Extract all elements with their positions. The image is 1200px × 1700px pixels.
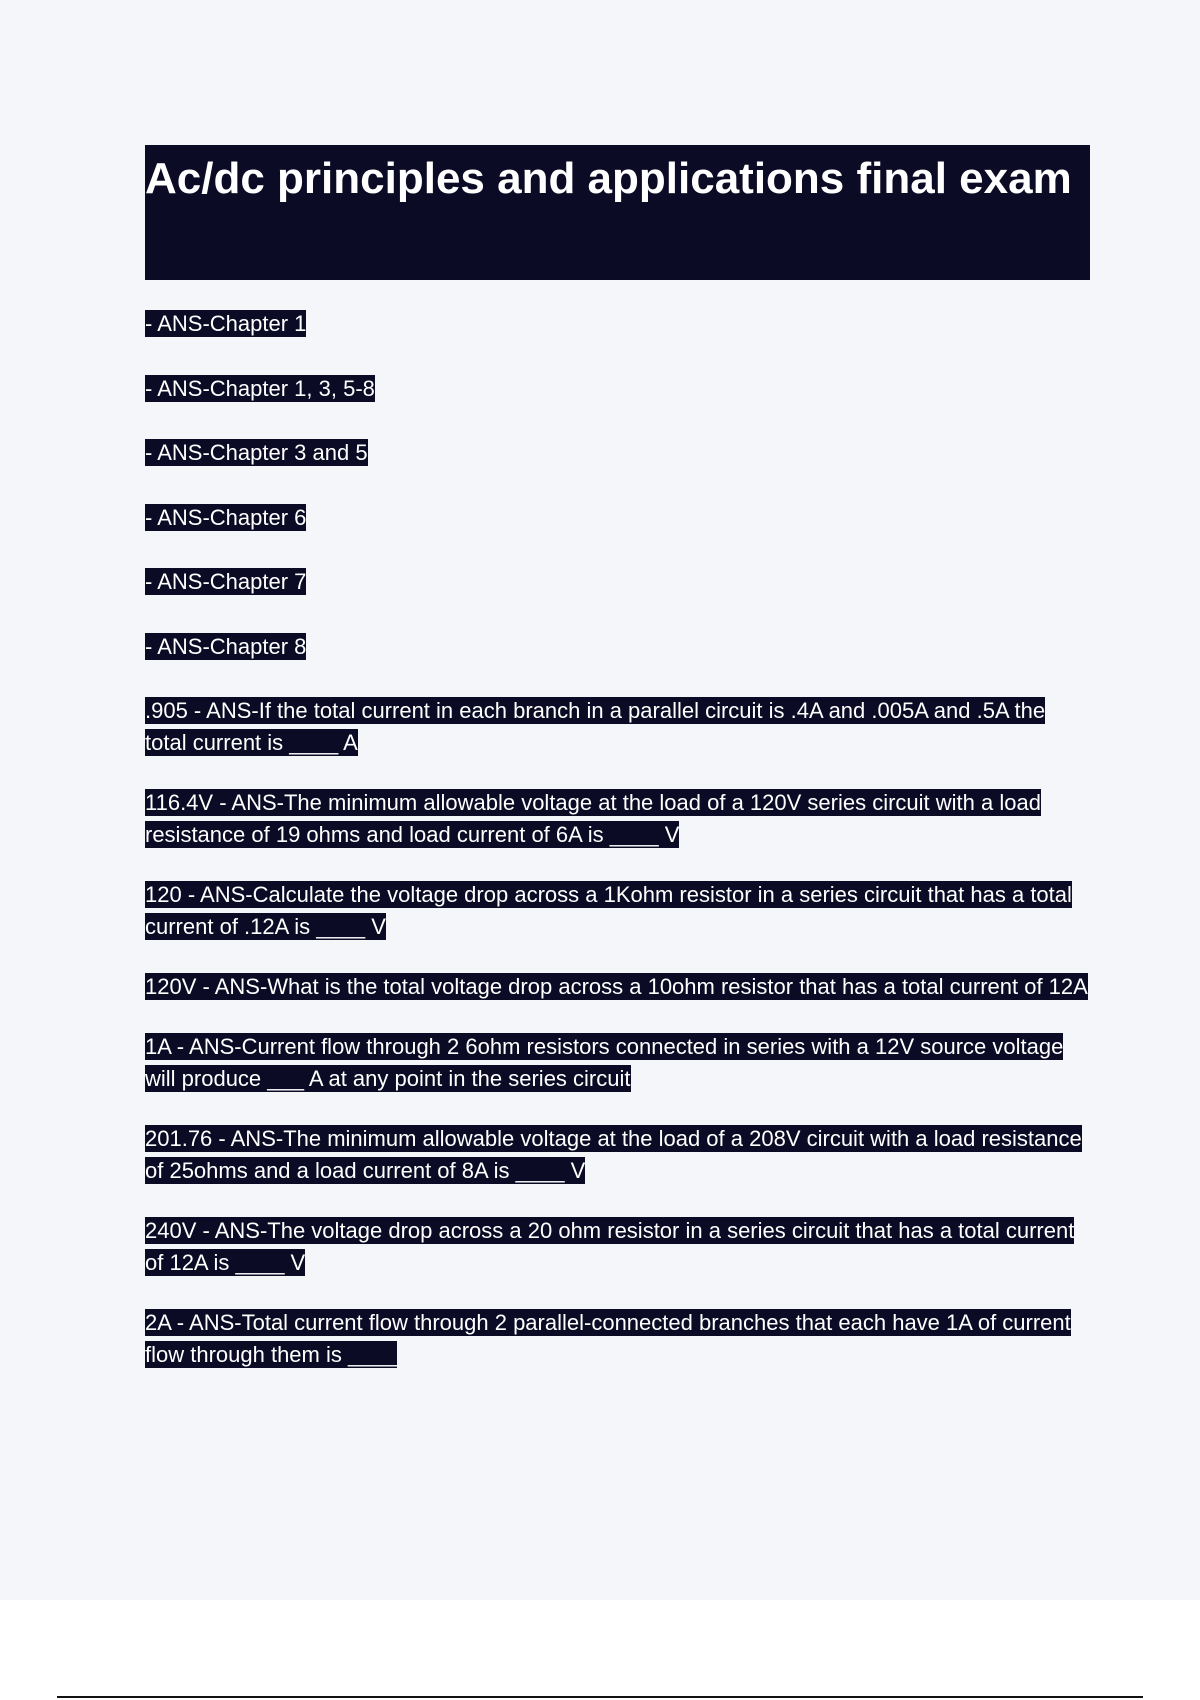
entry-text: - ANS-Chapter 1, 3, 5-8 bbox=[145, 375, 375, 401]
entry-text: - ANS-Chapter 8 bbox=[145, 633, 307, 659]
entry-text: 116.4V - ANS-The minimum allowable voltage at the load of a 120V series circuit with a load resistance of 19 ohms and load current of 6A is ____ V bbox=[145, 790, 1041, 847]
qa-entry bbox=[145, 308, 1090, 340]
document-title: Ac/dc principles and applications final exam bbox=[145, 145, 1090, 280]
entry-text: - ANS-Chapter 7 bbox=[145, 569, 307, 594]
qa-entry bbox=[145, 631, 1090, 663]
qa-entry bbox=[145, 502, 1090, 534]
entry-text: - ANS-Chapter 6 bbox=[145, 504, 307, 530]
entry-text: 120 - ANS-Calculate the voltage drop across a 1Kohm resistor in a series circuit that has a total current of .12A is ____ V bbox=[145, 882, 1072, 939]
entry-text: 240V - ANS-The voltage drop across a 20 ohm resistor in a series circuit that has a total current of 12A is ____ V bbox=[145, 1218, 1075, 1275]
qa-entry bbox=[145, 1031, 1090, 1095]
qa-entry bbox=[145, 1307, 1090, 1371]
qa-entry bbox=[145, 566, 1090, 598]
entry-text: 120V - ANS-What is the total voltage drop across a 10ohm resistor that has a total current of 12A bbox=[145, 974, 1088, 999]
entry-text: 1A - ANS-Current flow through 2 6ohm resistors connected in series with a 12V source voltage will produce ___ A at any point in the series circuit bbox=[145, 1034, 1064, 1091]
qa-entry bbox=[145, 787, 1090, 851]
qa-entry bbox=[145, 1123, 1090, 1187]
footer-rule bbox=[57, 1696, 1143, 1698]
entry-text: - ANS-Chapter 1 bbox=[145, 311, 307, 336]
qa-entry bbox=[145, 437, 1090, 469]
entry-text: - ANS-Chapter 3 and 5 bbox=[145, 440, 368, 465]
qa-entry bbox=[145, 695, 1090, 759]
qa-entry bbox=[145, 879, 1090, 943]
entry-text: 2A - ANS-Total current flow through 2 parallel-connected branches that each have 1A of current flow through them is ____ bbox=[145, 1310, 1071, 1367]
entry-text: 201.76 - ANS-The minimum allowable voltage at the load of a 208V circuit with a load resistance of 25ohms and a load current of 8A is ____ V bbox=[145, 1126, 1082, 1183]
qa-entry bbox=[145, 1215, 1090, 1279]
qa-entry bbox=[145, 971, 1090, 1003]
qa-entry bbox=[145, 373, 1090, 405]
document-content bbox=[145, 145, 1090, 1399]
entry-text: .905 - ANS-If the total current in each branch in a parallel circuit is .4A and .005A and .5A the total current is ____ A bbox=[145, 698, 1046, 755]
